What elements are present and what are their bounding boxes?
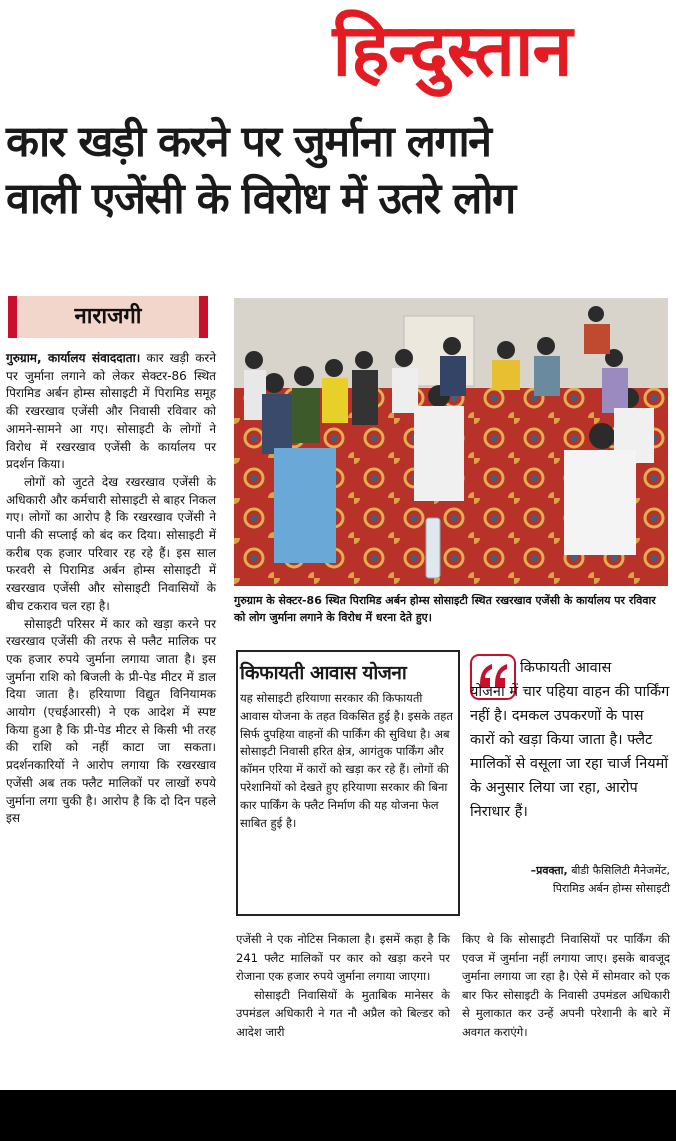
attribution-role: बीडी फैसिलिटी मैनेजमेंट, <box>571 864 670 877</box>
section-tag-label: नाराजगी <box>74 304 142 329</box>
news-photo <box>234 298 668 586</box>
sidebar-box-text: यह सोसाइटी हरियाणा सरकार की किफायती आवास योजना के तहत विकसित हुई है। इसके तहत सिर्फ दुपहिया वाहनों की पार्किंग की सुविधा है। अब सोसाइटी निवासी हरित क्षेत्र, आगंतुक पार्किंग और कॉमन एरिया में कारों को खड़ा कर रहे हैं। लोगों की परेशानियों को देखते हुए हरियाणा सरकार की बिना कार पार्किंग के फ्लैट निर्माण की यह योजना फेल साबित हुई है। <box>240 691 453 830</box>
box-top-rule <box>236 650 458 652</box>
headline-line-2: वाली एजेंसी के विरोध में उतरे लोग <box>6 174 515 224</box>
article-paragraph-2: लोगों को जुटते देख रखरखाव एजेंसी के अधिकारी और कर्मचारी सोसाइटी से बाहर निकल गए। लोगों का आरोप है कि रखरखाव एजेंसी ने पानी की सप्लाई को बंद कर दिया। सोसाइटी में करीब एक हजार परिवार रह रहे हैं। इस साल फरवरी से पिरामिड अर्बन होम्स सोसाइटी में रखरखाव एजेंसी और सोसाइटी निवासियों के बीच टकराव चल रहा है। <box>6 474 216 613</box>
article-paragraph-3: सोसाइटी परिसर में कार को खड़ा करने पर रखरखाव एजेंसी की तरफ से फ्लैट मालिक पर एक हजार रुपये जुर्माना लगाया जाता है। इस जुर्माना राशि को बिजली के प्री-पेड मीटर में डाल दिया जाता है। हरियाणा विद्युत विनियामक आयोग (एचईआरसी) ने एक आदेश में स्पष्ट किया हुआ है कि प्री-पेड मीटर से किसी भी तरह की राशि को नहीं काटा जा सकता। प्रदर्शनकारियों ने आरोप लगाया कि रखरखाव एजेंसी अब तक फ्लैट मालिकों पर लाखों रुपये जुर्माना लगा चुकी है। आरोप है कि दो दिन पहले इस <box>6 616 216 826</box>
box-left-rule <box>236 650 238 916</box>
article-column-2 <box>236 930 450 1041</box>
article-paragraph-1: कार खड़ी करने पर जुर्माना लगाने को लेकर सेक्टर-86 स्थित पिरामिड अर्बन होम्स सोसाइटी में पिरामिड समूह की रखरखाव एजेंसी और निवासी रविवार को आमने-सामने आ गए। सोसाइटी के लोगों ने विरोध में रखरखाव एजेंसी के कार्यालय पर प्रदर्शन किया। <box>6 351 216 472</box>
pull-quote-text: योजना में चार पहिया वाहन की पार्किंग नहीं है। दमकल उपकरणों के पास कारों को खड़ा किया जाता है। फ्लैट मालिकों से वसूला जा रहा चार्ज नियमों के अनुसार लिया जा रहा, आरोप निराधार हैं। <box>470 684 670 820</box>
headline-line-1: कार खड़ी करने पर जुर्माना लगाने <box>6 117 491 167</box>
pull-quote-attribution <box>470 862 670 898</box>
col3-paragraph-1: किए थे कि सोसाइटी निवासियों पर पार्किंग की एवज में जुर्माना नहीं लगाया जाए। इसके बावजूद जुर्माना लगाया जा रहा है। ऐसे में सोमवार को एक बार फिर सोसाइटी के निवासी उपमंडल अधिकारी से मुलाकात कर उन्हें अपनी परेशानी के बारे में अवगत कराएंगे। <box>462 932 670 1039</box>
sidebar-box-title: किफायती आवास योजना <box>240 662 407 684</box>
photo-caption: गुरुग्राम के सेक्टर-86 स्थित पिरामिड अर्बन होम्स सोसाइटी स्थित रखरखाव एजेंसी के कार्यालय पर रविवार को लोग जुर्माना लगाने के विरोध में धरना देते हुए। <box>234 594 656 624</box>
box-right-rule <box>458 650 460 916</box>
byline: गुरुग्राम, कार्यालय संवाददाता। <box>6 351 141 365</box>
headline <box>6 114 670 228</box>
pull-quote <box>470 656 670 824</box>
box-bottom-rule <box>236 914 458 916</box>
article-column-3 <box>462 930 670 1041</box>
attribution-org: पिरामिड अर्बन होम्स सोसाइटी <box>552 882 670 895</box>
article-column-1 <box>6 350 216 828</box>
bottom-black-bar <box>0 1090 676 1141</box>
col2-paragraph-1: एजेंसी ने एक नोटिस निकाला है। इसमें कहा है कि 241 फ्लैट मालिकों पर कार को खड़ा करने पर रोजाना एक हजार रुपये जुर्माना लगाया जाएगा। <box>236 932 450 983</box>
col2-paragraph-2: सोसाइटी निवासियों के मुताबिक मानेसर के उपमंडल अधिकारी ने गत नौ अप्रैल को बिल्डर को आदेश जारी <box>236 987 450 1039</box>
attribution-name: –प्रवक्ता, <box>530 864 568 877</box>
masthead-logo: हिन्दुस्तान <box>332 7 572 92</box>
masthead <box>228 0 676 108</box>
pull-quote-first-line: किफायती आवास <box>520 660 612 676</box>
section-tag <box>8 296 208 338</box>
protest-photo-illustration <box>234 298 668 586</box>
